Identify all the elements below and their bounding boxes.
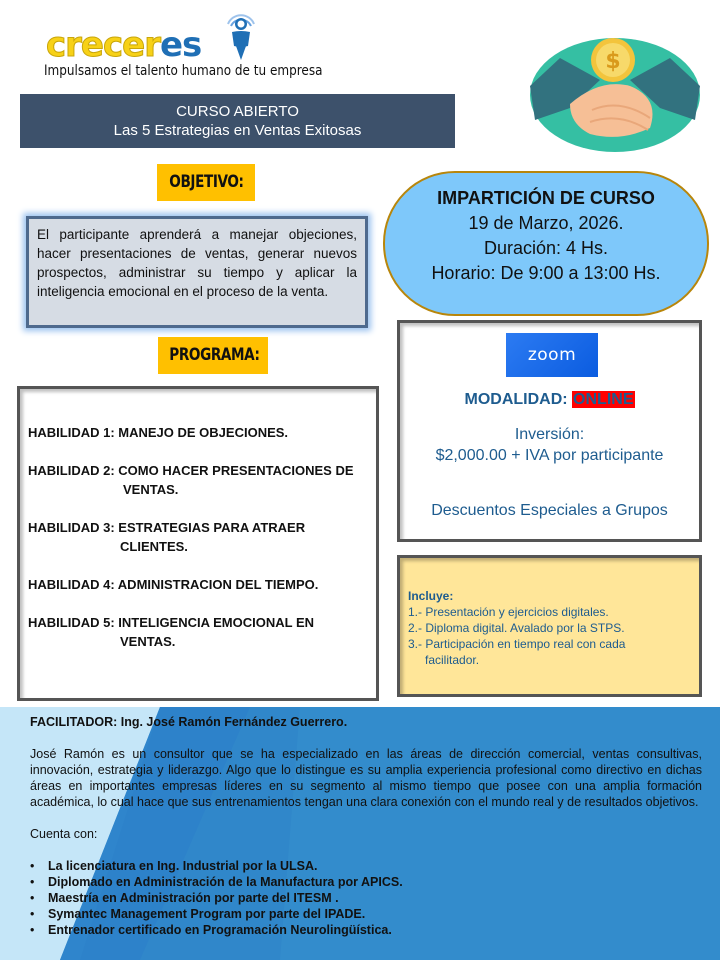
schedule-hours: Horario: De 9:00 a 13:00 Hs. (431, 263, 661, 283)
tagline: Impulsamos el talento humano de tu empresa (44, 63, 323, 79)
handshake-coin-illustration (530, 38, 700, 152)
modality-box (397, 320, 702, 542)
program-item-text: HABILIDAD 5: INTELIGENCIA EMOCIONAL EN (28, 615, 315, 630)
modality-value-online: ONLINE (573, 391, 634, 408)
program-item (28, 613, 368, 651)
objective-box: El participante aprenderá a manejar objeciones, hacer presentaciones de ventas, generar nuevos prospectos, administrar su tiempo y aplicar la inteligencia emocional en el proceso de la venta. (26, 216, 368, 328)
credentials-label: Cuenta con: (30, 827, 98, 841)
logo-wordmark (46, 25, 202, 65)
logo-text-es: es (159, 25, 202, 65)
course-schedule-bubble (383, 171, 709, 316)
facilitator-bio: José Ramón es un consultor que se ha especializado en las áreas de dirección comercial, ventas consultivas, innovación, estrategia y liderazgo. Algo que lo distingue es su amplia experiencia profesional como directivo en dichas áreas en importantes empresas líderes en su segmento al mismo tiempo que posee con una amplia formación académica, lo cual hace que sus entrenamientos tengan una clara conexión con el mundo real y de resultados objetivos. (30, 747, 702, 809)
includes-item: 2.- Diploma digital. Avalado por la STPS. (408, 621, 625, 635)
facilitator-section (0, 707, 720, 960)
includes-box (397, 555, 702, 697)
course-banner (20, 94, 455, 148)
program-item-text: HABILIDAD 3: ESTRATEGIAS PARA ATRAER (28, 520, 306, 535)
svg-text:$: $ (605, 49, 621, 74)
program-item-text: HABILIDAD 1: MANEJO DE OBJECIONES. (28, 425, 289, 440)
program-label-text: PROGRAMA: (169, 345, 260, 365)
credential-item: • Diplomado en Administración de la Manufactura por APICS. (30, 874, 702, 890)
banner-line-2: Las 5 Estrategias en Ventas Exitosas (113, 122, 362, 139)
program-label (158, 337, 268, 374)
credential-item: • Symantec Management Program por parte del IPADE. (30, 906, 702, 922)
program-item (28, 575, 368, 594)
program-item (28, 461, 368, 499)
credential-item: • Maestría en Administración por parte del ITESM . (30, 890, 702, 906)
crecer-es-logo (44, 10, 274, 65)
group-discounts: Descuentos Especiales a Grupos (431, 502, 668, 519)
schedule-date: 19 de Marzo, 2026. (468, 213, 624, 233)
includes-item: 3.- Participación en tiempo real con cada (408, 637, 626, 651)
facilitator-title: FACILITADOR: Ing. José Ramón Fernández Guerrero. (30, 715, 348, 729)
program-item (28, 423, 368, 442)
includes-item: 1.- Presentación y ejercicios digitales. (408, 605, 609, 619)
objective-label-text: OBJETIVO: (168, 172, 244, 192)
program-item (28, 518, 368, 556)
modality-line (400, 390, 699, 410)
credential-item: • Entrenador certificado en Programación Neurolingüística. (30, 922, 702, 938)
logo-text-crecer: crecer (46, 25, 160, 65)
modality-label: MODALIDAD: (464, 391, 568, 408)
facilitator-content (30, 714, 702, 938)
credentials-list (30, 858, 702, 938)
schedule-title: IMPARTICIÓN DE CURSO (437, 188, 655, 208)
schedule-duration: Duración: 4 Hs. (483, 238, 609, 258)
program-item-text: HABILIDAD 2: COMO HACER PRESENTACIONES DE (28, 463, 354, 478)
zoom-logo: zoom (506, 333, 598, 377)
credential-item: • La licenciatura en Ing. Industrial por la ULSA. (30, 858, 702, 874)
program-item-continuation: VENTAS. (123, 482, 179, 497)
investment-price: $2,000.00 + IVA por participante (435, 447, 664, 464)
program-item-text: HABILIDAD 4: ADMINISTRACION DEL TIEMPO. (28, 577, 319, 592)
person-icon (224, 10, 258, 62)
banner-line-1: CURSO ABIERTO (176, 103, 299, 120)
investment (400, 424, 699, 466)
includes-title: Incluye: (408, 589, 454, 603)
objective-label (157, 164, 255, 201)
program-item-continuation: CLIENTES. (120, 539, 188, 554)
includes-item-continuation: facilitador. (425, 653, 480, 667)
investment-label: Inversión: (514, 426, 585, 443)
program-box (17, 386, 379, 701)
program-item-continuation: VENTAS. (120, 634, 176, 649)
